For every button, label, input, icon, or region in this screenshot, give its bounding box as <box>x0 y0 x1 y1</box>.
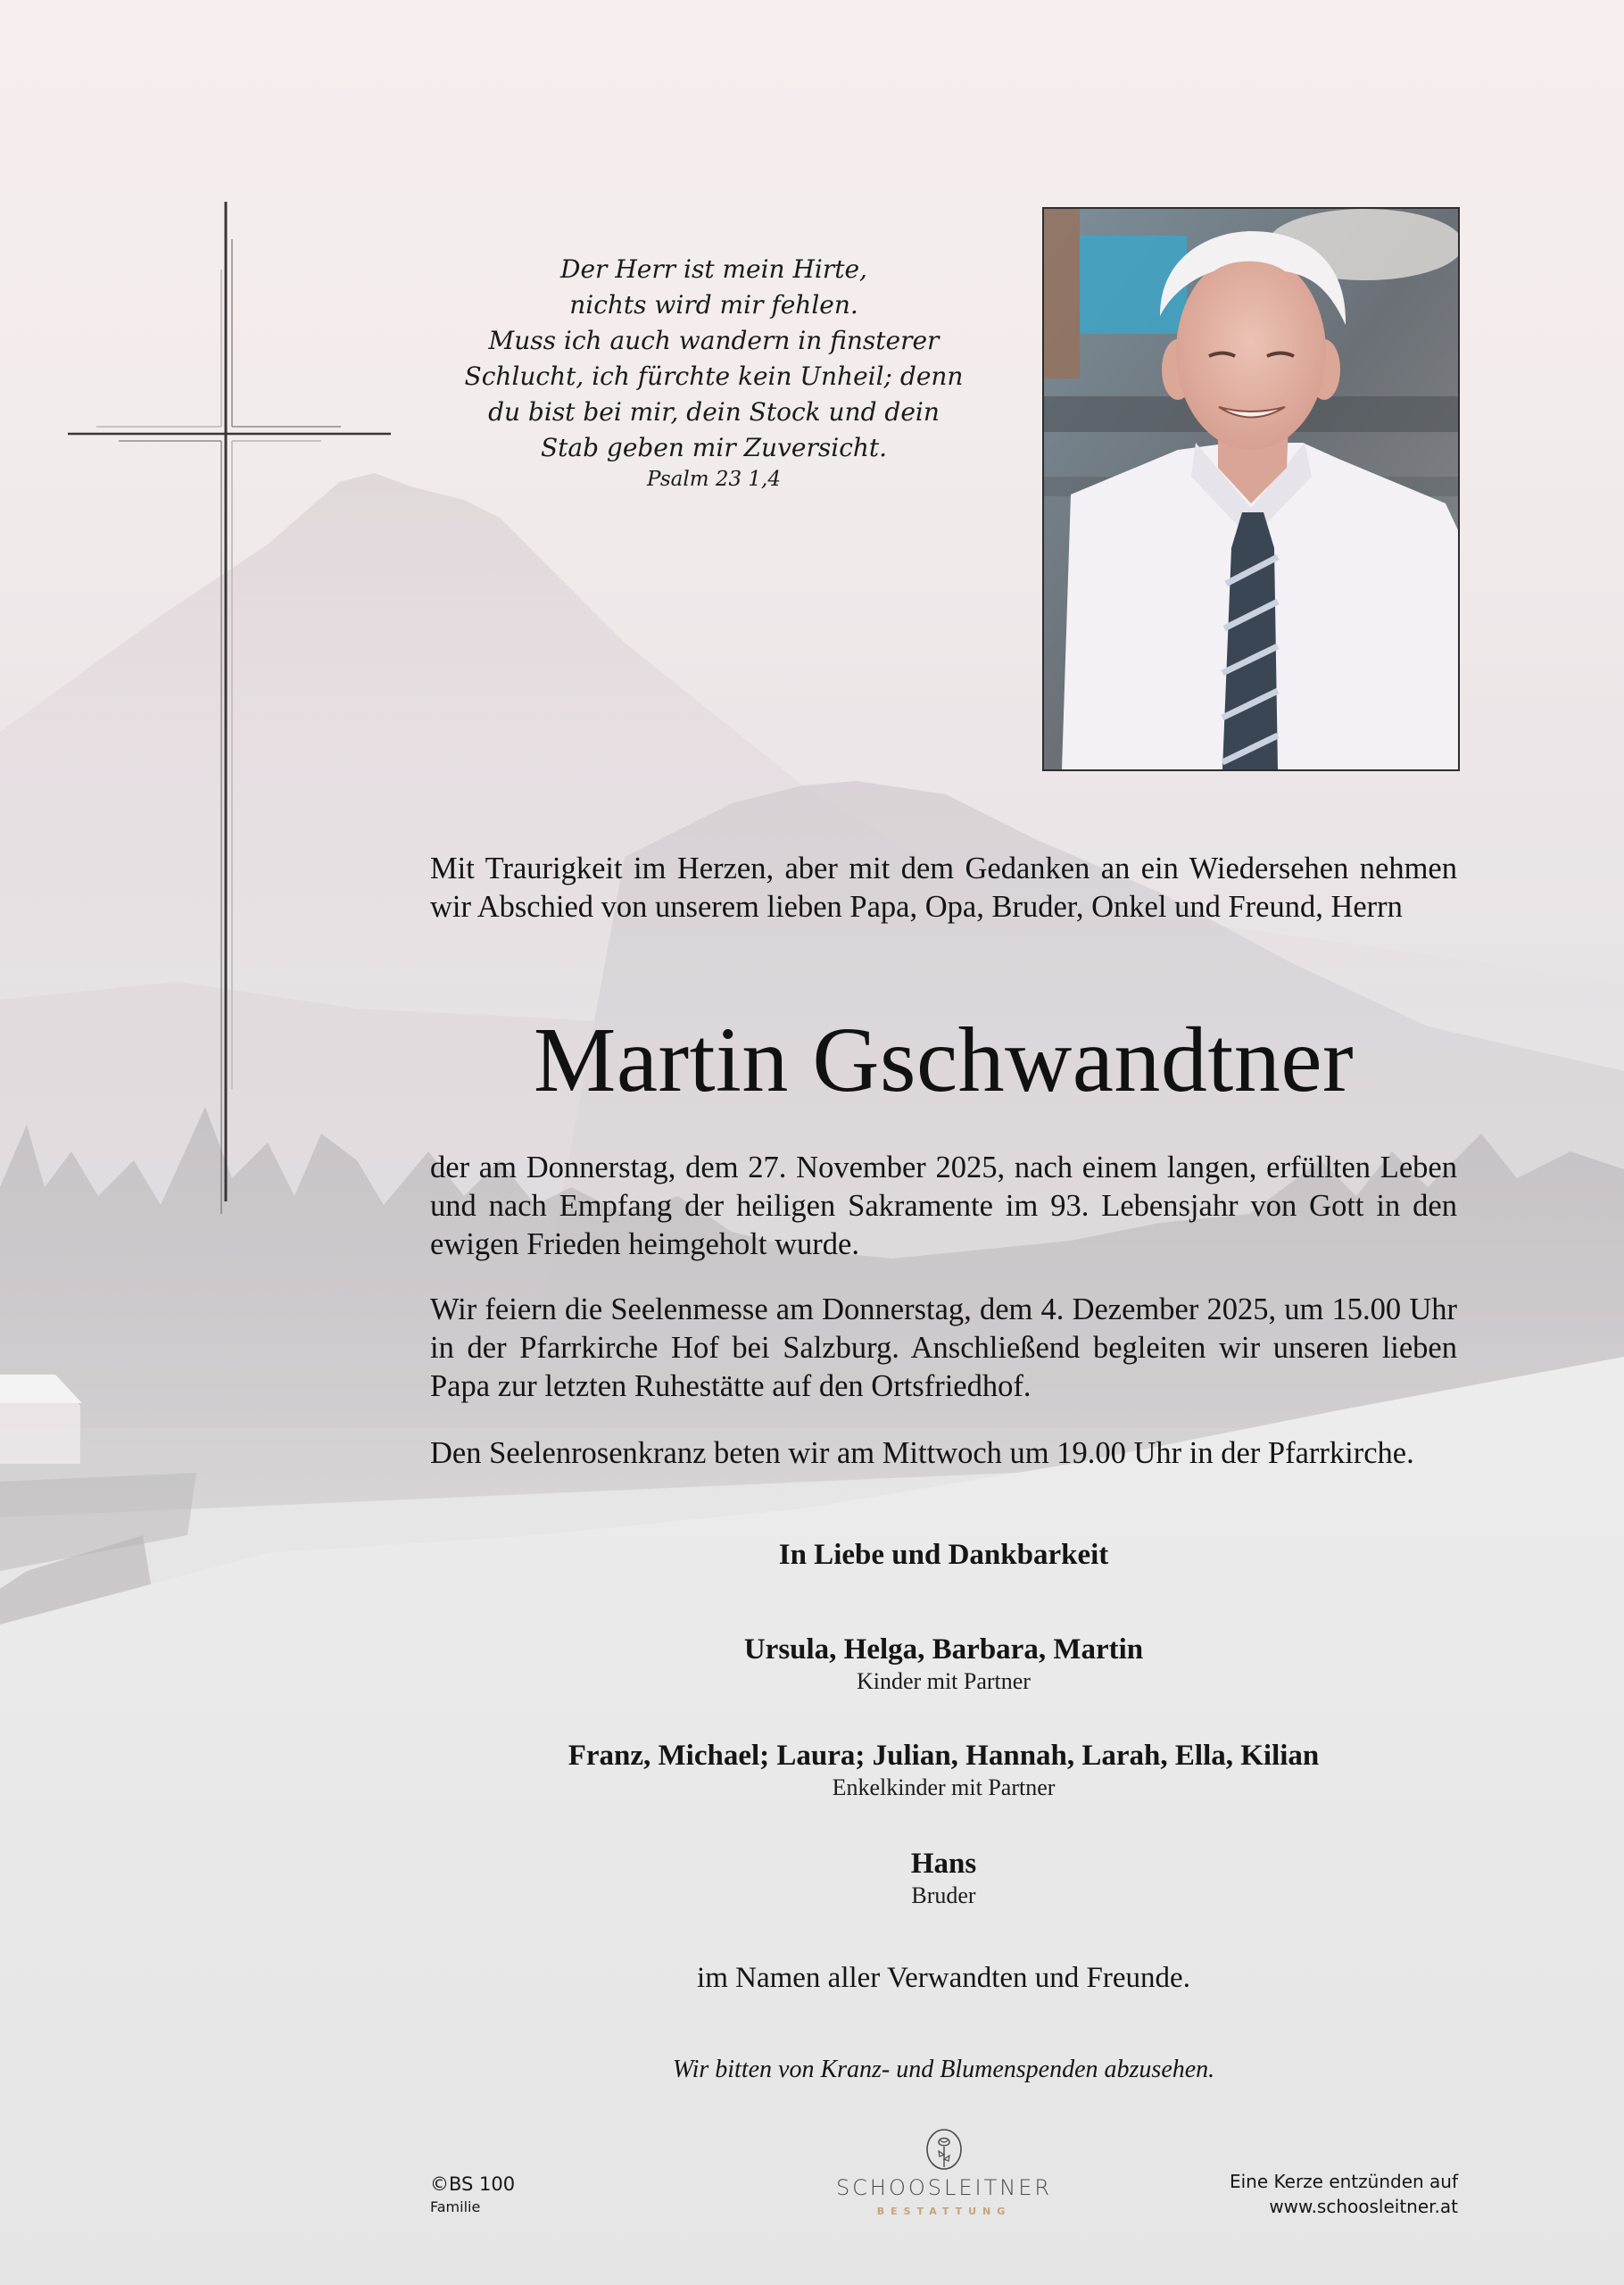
mourner-relation: Bruder <box>911 1882 976 1908</box>
psalm-line: nichts wird mir fehlen. <box>569 290 858 320</box>
mourner-group <box>430 1846 1457 1910</box>
thanks-heading <box>430 1537 1457 1573</box>
portrait-photo <box>1042 207 1460 771</box>
donation-request: Wir bitten von Kranz- und Blumenspenden abzusehen. <box>672 2056 1215 2083</box>
psalm-line: du bist bei mir, dein Stock und dein <box>488 397 940 427</box>
mourner-relation: Enkelkinder mit Partner <box>832 1774 1056 1800</box>
website-link[interactable]: www.schoosleitner.at <box>1269 2196 1458 2217</box>
brand-name: SCHOOSLEITNER <box>835 2175 1053 2200</box>
mourner-names: Franz, Michael; Laura; Julian, Hannah, Larah, Ella, Kilian <box>568 1740 1320 1772</box>
death-notice: der am Donnerstag, dem 27. November 2025, nach einem langen, erfüllten Leben und nach Empfang der heiligen Sakramente im 93. Lebensjahr von Gott in den ewigen Frieden heimgeholt wurde. <box>430 1151 1457 1261</box>
psalm-line: Muss ich auch wandern in finsterer <box>488 326 940 355</box>
psalm-line: Schlucht, ich fürchte kein Unheil; denn <box>464 361 964 391</box>
brand-sub: BESTATTUNG <box>876 2206 1012 2217</box>
template-code: ©BS 100 <box>430 2173 516 2195</box>
footer-code <box>430 2172 515 2218</box>
mourner-group <box>430 1738 1457 1802</box>
psalm-line: Stab geben mir Zuversicht. <box>540 433 888 462</box>
cross-icon <box>62 196 402 1214</box>
template-category: Familie <box>430 2198 481 2215</box>
mourner-names: Hans <box>910 1848 977 1880</box>
mass-notice: Wir feiern die Seelenmesse am Donnerstag, dem 4. Dezember 2025, um 15.00 Uhr in der Pfarrkirche Hof bei Salzburg. Anschließend begleiten wir unseren lieben Papa zur letzten Ruhestätte auf den Ortsfriedhof. <box>430 1292 1457 1403</box>
rosary-notice: Den Seelenrosenkranz beten wir am Mittwoch um 19.00 Uhr in der Pfarrkirche. <box>430 1436 1414 1470</box>
mourner-relation: Kinder mit Partner <box>857 1668 1031 1694</box>
candle-link[interactable] <box>1160 2169 1458 2219</box>
rose-icon <box>924 2128 964 2171</box>
psalm-quote <box>428 252 999 493</box>
mourner-names: Ursula, Helga, Barbara, Martin <box>743 1633 1144 1666</box>
mourner-group <box>430 1632 1457 1696</box>
deceased-name: Martin Gschwandtner <box>533 1009 1355 1111</box>
psalm-line: Der Herr ist mein Hirte, <box>560 254 867 284</box>
closing-line: im Namen aller Verwandten und Freunde. <box>697 1962 1190 1994</box>
funeral-home-logo <box>803 2128 1085 2219</box>
intro-text: Mit Traurigkeit im Herzen, aber mit dem Gedanken an ein Wiedersehen nehmen wir Abschied von unserem lieben Papa, Opa, Bruder, Onkel und Freund, Herrn <box>430 852 1457 924</box>
psalm-citation: Psalm 23 1,4 <box>646 468 781 491</box>
thanks-heading-text: In Liebe und Dankbarkeit <box>778 1539 1109 1571</box>
candle-text: Eine Kerze entzünden auf <box>1229 2171 1458 2192</box>
